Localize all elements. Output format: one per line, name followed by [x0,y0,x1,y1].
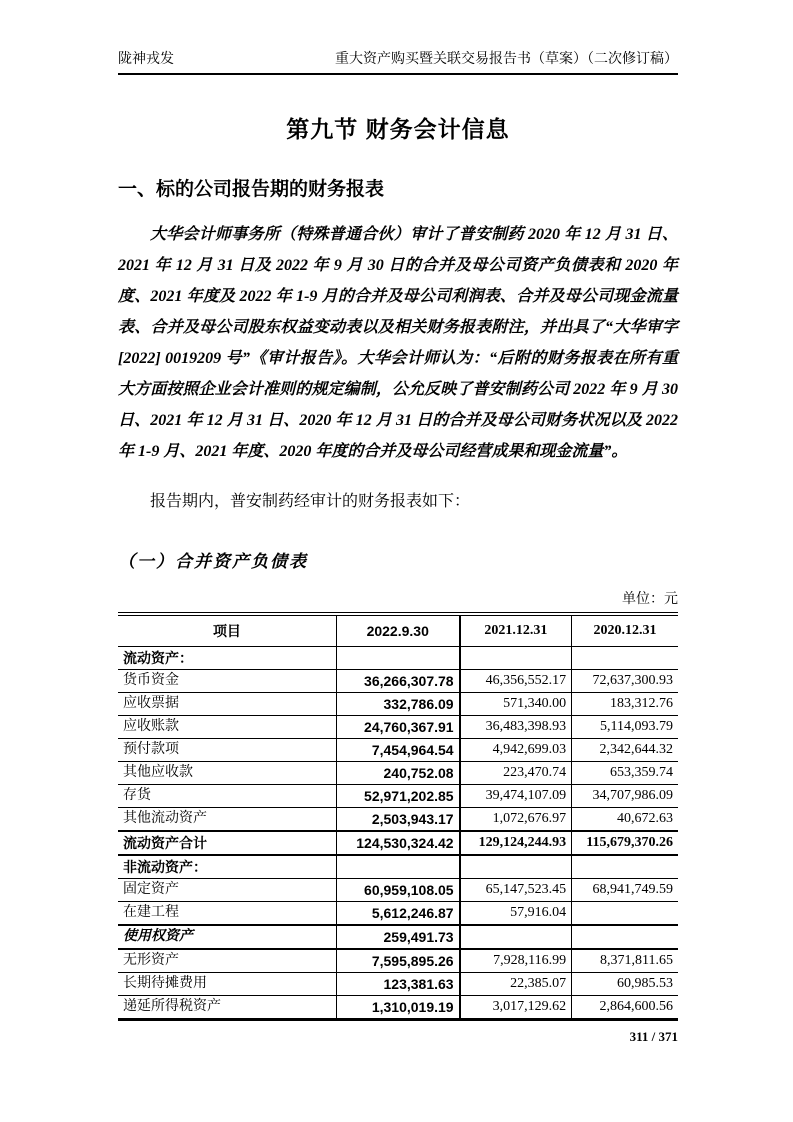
table-row [118,831,678,855]
row-value-v2: 36,483,398.93 [460,716,572,739]
row-label: 预付款项 [118,739,336,762]
row-value-v1: 24,760,367.91 [336,716,459,739]
row-value-v1: 52,971,202.85 [336,785,459,808]
row-value-v2: 22,385.07 [460,973,572,996]
column-header-2020: 2020.12.31 [572,614,678,647]
row-value-v2: 4,942,699.03 [460,739,572,762]
row-value-v2: 39,474,107.09 [460,785,572,808]
row-value-v1: 36,266,307.78 [336,670,459,693]
row-value-v3 [572,647,678,670]
row-value-v3: 183,312.76 [572,693,678,716]
row-value-v1: 7,454,964.54 [336,739,459,762]
paragraph-audit-opinion: 大华会计师事务所（特殊普通合伙）审计了普安制药 2020 年 12 月 31 日、2021 年 12 月 31 日及 2022 年 9 月 30 日的合并及母公司资产负债表和 2020 年度、2021 年度及 2022 年 1-9 月的合并及母公司利润表、合并及母公司现金流量表、合并及母公司股东权益变动表以及相关财务报表附注，并出具了“大华审字[2022] 0019209 号”《审计报告》。大华会计师认为：“后附的财务报表在所有重大方面按照企业会计准则的规定编制，公允反映了普安制药公司 2022 年 9 月 30 日、2021 年 12 月 31 日、2020 年 12 月 31 日的合并及母公司财务状况以及 2022 年 1-9 月、2021 年度、2020 年度的合并及母公司经营成果和现金流量”。 [118,226,678,460]
row-label: 流动资产合计 [118,831,336,855]
row-value-v1: 124,530,324.42 [336,831,459,855]
row-value-v3 [572,902,678,926]
table-row [118,855,678,879]
row-label: 固定资产 [118,879,336,902]
table-row [118,949,678,973]
row-label: 存货 [118,785,336,808]
table-row [118,973,678,996]
row-value-v3: 5,114,093.79 [572,716,678,739]
table-row [118,739,678,762]
row-value-v2: 223,470.74 [460,762,572,785]
row-value-v3: 2,342,644.32 [572,739,678,762]
row-value-v1: 1,310,019.19 [336,996,459,1020]
row-value-v2: 57,916.04 [460,902,572,926]
row-value-v1: 240,752.08 [336,762,459,785]
running-head [118,48,678,75]
row-label: 无形资产 [118,949,336,973]
column-header-item: 项目 [118,614,336,647]
row-value-v3: 2,864,600.56 [572,996,678,1020]
row-value-v1: 259,491.73 [336,925,459,949]
row-value-v3: 60,985.53 [572,973,678,996]
row-label: 非流动资产： [118,855,336,879]
row-label: 长期待摊费用 [118,973,336,996]
row-value-v2: 571,340.00 [460,693,572,716]
row-label: 应收票据 [118,693,336,716]
unit-label: 单位：元 [622,592,678,607]
row-label: 货币资金 [118,670,336,693]
row-value-v1: 5,612,246.87 [336,902,459,926]
row-value-v1: 60,959,108.05 [336,879,459,902]
table-row [118,879,678,902]
chapter-title: 第九节 财务会计信息 [286,116,510,142]
row-label: 其他流动资产 [118,808,336,832]
row-value-v3: 115,679,370.26 [572,831,678,855]
row-value-v3: 8,371,811.65 [572,949,678,973]
row-value-v3: 653,359.74 [572,762,678,785]
row-value-v2: 46,356,552.17 [460,670,572,693]
table-row [118,762,678,785]
row-label: 其他应收款 [118,762,336,785]
row-value-v2: 1,072,676.97 [460,808,572,832]
row-value-v2 [460,855,572,879]
running-head-report-title: 重大资产购买暨关联交易报告书（草案）（二次修订稿） [335,52,678,67]
row-value-v3: 40,672.63 [572,808,678,832]
row-value-v2: 65,147,523.45 [460,879,572,902]
section-heading: 一、标的公司报告期的财务报表 [118,179,385,200]
paragraph-intro: 报告期内，普安制药经审计的财务报表如下： [150,493,471,510]
row-label: 应收账款 [118,716,336,739]
row-label: 使用权资产 [118,925,336,949]
row-value-v3 [572,925,678,949]
table-row [118,716,678,739]
table-header-row [118,614,678,647]
balance-sheet-table [118,612,678,1021]
subsection-heading: （一）合并资产负债表 [118,552,308,571]
column-header-2021: 2021.12.31 [460,614,572,647]
row-label: 流动资产： [118,647,336,670]
row-value-v1: 7,595,895.26 [336,949,459,973]
row-label: 递延所得税资产 [118,996,336,1020]
row-value-v2: 3,017,129.62 [460,996,572,1020]
table-row [118,902,678,926]
table-row [118,647,678,670]
row-value-v3: 72,637,300.93 [572,670,678,693]
row-label: 在建工程 [118,902,336,926]
row-value-v1: 332,786.09 [336,693,459,716]
table-row [118,693,678,716]
row-value-v2: 7,928,116.99 [460,949,572,973]
column-header-2022: 2022.9.30 [336,614,459,647]
table-row [118,670,678,693]
row-value-v1 [336,855,459,879]
row-value-v3 [572,855,678,879]
table-body [118,647,678,1020]
row-value-v2: 129,124,244.93 [460,831,572,855]
table-row [118,925,678,949]
row-value-v3: 34,707,986.09 [572,785,678,808]
row-value-v2 [460,647,572,670]
row-value-v3: 68,941,749.59 [572,879,678,902]
table-row [118,996,678,1020]
row-value-v2 [460,925,572,949]
table-row [118,785,678,808]
table-row [118,808,678,832]
running-head-company: 陇神戎发 [118,52,174,67]
row-value-v1 [336,647,459,670]
page-number: 311 / 371 [629,1029,678,1044]
row-value-v1: 2,503,943.17 [336,808,459,832]
row-value-v1: 123,381.63 [336,973,459,996]
